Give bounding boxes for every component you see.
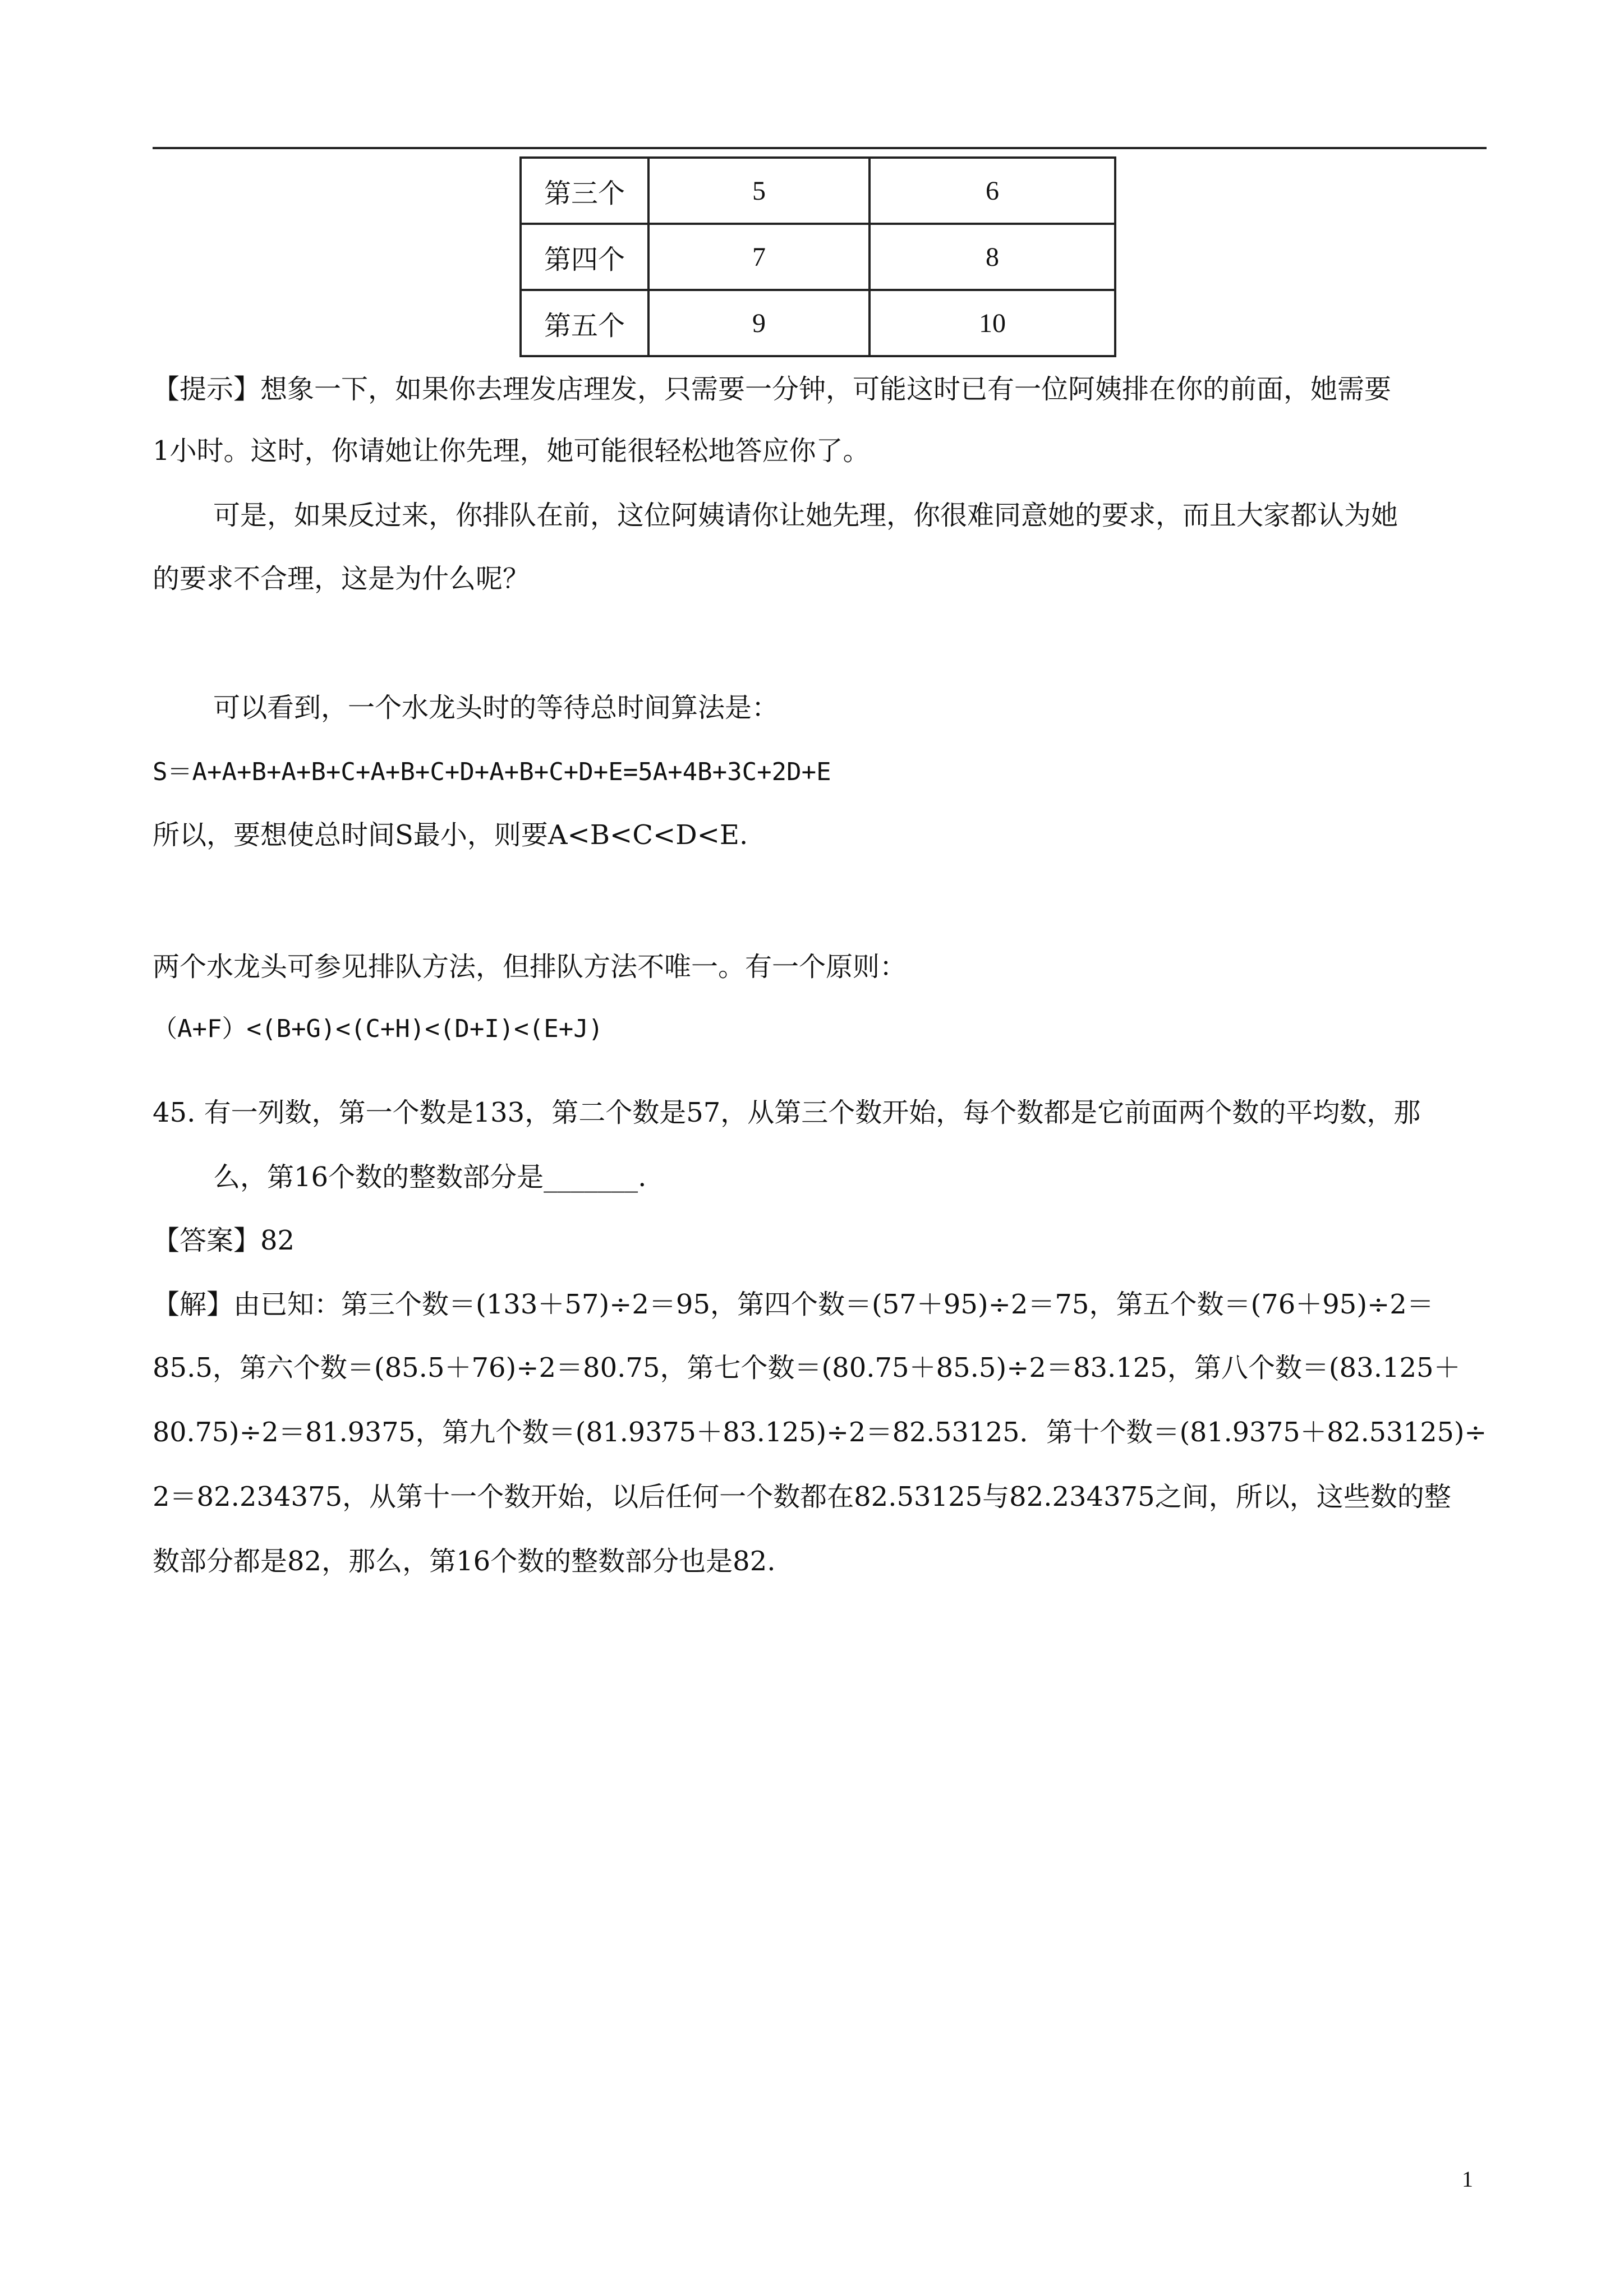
hint-para2-line-1: 可是，如果反过来，你排队在前，这位阿姨请你让她先理，你很难同意她的要求，而且大家都认为她 [213, 500, 1398, 531]
answer-line [153, 1227, 295, 1254]
header-rule [153, 147, 1487, 149]
table-cell: 9 [648, 290, 869, 356]
analysis-formula-2: （A+F）<(B+G)<(C+H)<(D+I)<(E+J) [153, 1015, 604, 1043]
problem-45-line-2: 么，第16个数的整数部分是_______. [213, 1161, 647, 1193]
answer-value: 82 [260, 1225, 295, 1256]
data-table [519, 156, 1116, 357]
solution-label: 【解】 [153, 1289, 234, 1320]
table-cell: 第三个 [521, 158, 648, 224]
table-row [521, 290, 1115, 356]
analysis-line-4: 两个水龙头可参见排队方法，但排队方法不唯一。有一个原则： [153, 951, 907, 983]
hint-text: 想象一下，如果你去理发店理发，只需要一分钟，可能这时已有一位阿姨排在你的前面，她需要 [260, 374, 1392, 405]
analysis-line-1: 可以看到，一个水龙头时的等待总时间算法是： [213, 692, 779, 723]
answer-label: 【答案】 [153, 1225, 261, 1256]
table-cell: 6 [869, 158, 1115, 224]
problem-45-line-1: 45. 有一列数，第一个数是133，第二个数是57，从第三个数开始，每个数都是它前面两个数的平均数，那 [153, 1097, 1421, 1128]
table-cell: 第四个 [521, 224, 648, 290]
solution-line-5: 数部分都是82，那么，第16个数的整数部分也是82. [153, 1546, 776, 1577]
table-cell: 5 [648, 158, 869, 224]
table-cell: 8 [869, 224, 1115, 290]
table-row [521, 224, 1115, 290]
hint-label: 【提示】 [153, 374, 261, 405]
table-cell: 10 [869, 290, 1115, 356]
solution-text: 由已知：第三个数＝(133＋57)÷2＝95，第四个数＝(57＋95)÷2＝75，第五个数＝(76＋95)÷2＝ [233, 1289, 1434, 1320]
table-row [521, 158, 1115, 224]
table-cell: 7 [648, 224, 869, 290]
hint-line-2: 1小时。这时，你请她让你先理，她可能很轻松地答应你了。 [153, 435, 870, 467]
solution-line-1 [153, 1291, 1434, 1318]
solution-line-4: 2＝82.234375，从第十一个数开始，以后任何一个数都在82.53125与82.234375之间，所以，这些数的整 [153, 1481, 1451, 1513]
page-number: 1 [1462, 2166, 1473, 2192]
analysis-formula: S＝A+A+B+A+B+C+A+B+C+D+A+B+C+D+E=5A+4B+3C+2D+E [153, 758, 831, 786]
hint-para2-line-2: 的要求不合理，这是为什么呢？ [153, 563, 530, 594]
table-cell: 第五个 [521, 290, 648, 356]
analysis-line-3: 所以，要想使总时间S最小，则要A<B<C<D<E. [153, 819, 748, 851]
hint-line-1 [153, 376, 1391, 403]
solution-line-2: 85.5，第六个数＝(85.5＋76)÷2＝80.75，第七个数＝(80.75＋85.5)÷2＝83.125，第八个数＝(83.125＋ [153, 1352, 1461, 1384]
solution-line-3: 80.75)÷2＝81.9375，第九个数＝(81.9375＋83.125)÷2＝82.53125．第十个数＝(81.9375＋82.53125)÷ [153, 1417, 1487, 1448]
